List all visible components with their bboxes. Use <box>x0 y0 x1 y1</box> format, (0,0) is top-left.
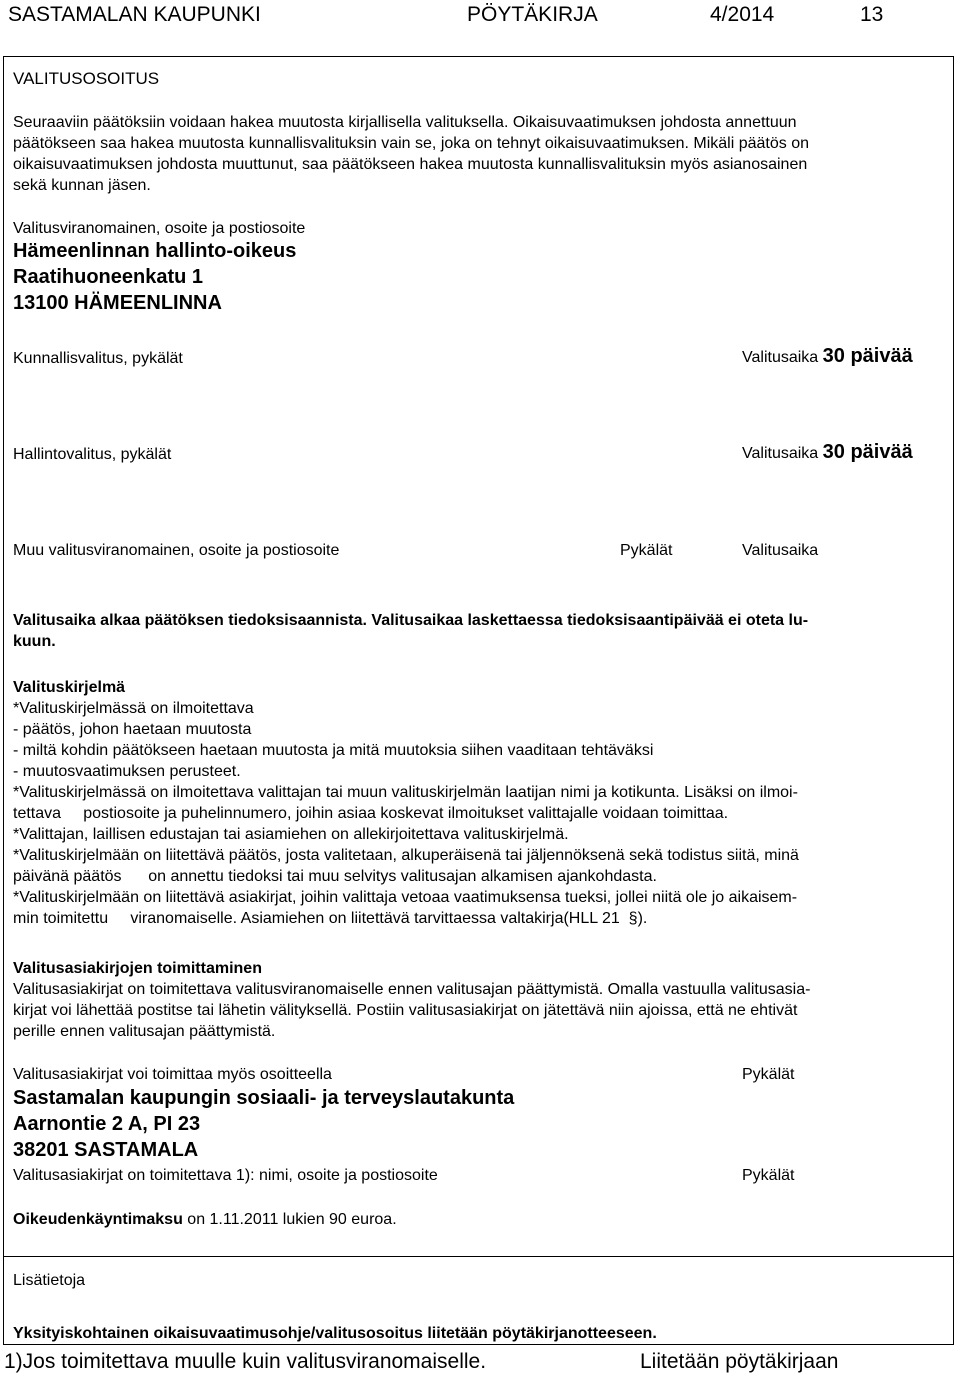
appeal-document-section <box>13 677 943 929</box>
municipal-appeal-label: Kunnallisvalitus, pykälät <box>13 350 183 367</box>
administrative-appeal-label: Hallintovalitus, pykälät <box>13 446 172 463</box>
period-start-line: kuun. <box>13 633 56 650</box>
intro-line: sekä kunnan jäsen. <box>13 177 151 194</box>
document-number: 4/2014 <box>710 3 775 26</box>
info-title: Lisätietoja <box>13 1272 86 1289</box>
appeal-document-line: *Valittajan, laillisen edustajan tai asiamiehen on allekirjoitettava valituskirjelmä. <box>13 826 569 843</box>
court-fee <box>13 1209 397 1230</box>
intro-line: päätökseen saa hakea muutosta kunnallisvalituksin vain se, joka on tehnyt oikaisuvaatimuksen. Mikäli päätös on <box>13 135 810 152</box>
period-start-line: Valitusaika alkaa päätöksen tiedoksisaannista. Valitusaikaa laskettaessa tiedoksisaantipäivää ei oteta lu- <box>13 612 809 629</box>
appeal-document-line: *Valituskirjelmään on liitettävä päätös, josta valitetaan, alkuperäisenä tai jäljennöksenä sekä todistus siitä, minä <box>13 847 799 864</box>
administrative-appeal-period <box>742 441 913 464</box>
org-name: SASTAMALAN KAUPUNKI <box>8 3 261 26</box>
appeal-document-title: Valituskirjelmä <box>13 679 126 696</box>
appeal-document-line: *Valituskirjelmään on liitettävä asiakirjat, joihin valittaja vetoaa vaatimuksensa tueksi, jollei niitä ole jo aikaisem- <box>13 889 798 906</box>
delivery-title: Valitusasiakirjojen toimittaminen <box>13 960 262 977</box>
authority-city: 13100 HÄMEENLINNA <box>13 292 222 314</box>
alt-address-label: Valitusasiakirjat voi toimittaa myös osoitteella <box>13 1066 332 1083</box>
alt-recipient-name: Sastamalan kaupungin sosiaali- ja terveyslautakunta <box>13 1087 515 1109</box>
appeal-document-line: min toimitettu viranomaiselle. Asiamiehen on liitettävä tarvittaessa valtakirja(HLL 21 §). <box>13 910 648 927</box>
court-fee-label: Oikeudenkäyntimaksu <box>13 1211 183 1228</box>
authority-label: Valitusviranomainen, osoite ja postiosoite <box>13 220 306 237</box>
footer-note: 1)Jos toimitettava muulle kuin valitusviranomaiselle. <box>4 1350 487 1373</box>
document-type: PÖYTÄKIRJA <box>467 3 598 26</box>
period-value: 30 päivää <box>822 441 913 463</box>
appeal-document-line: päivänä päätös on annettu tiedoksi tai muu selvitys valitusajan alkamisen ajankohdasta. <box>13 868 657 885</box>
alt-recipient-city: 38201 SASTAMALA <box>13 1139 199 1161</box>
footer-attach: Liitetään pöytäkirjaan <box>640 1350 839 1373</box>
period-label: Valitusaika <box>742 445 819 462</box>
appeal-document-line: - miltä kohdin päätökseen haetaan muutosta ja mitä muutoksia siihen vaaditaan tehtäväksi <box>13 742 654 759</box>
appeal-document-line: *Valituskirjelmässä on ilmoitettava <box>13 700 254 717</box>
alt-recipient-street: Aarnontie 2 A, PI 23 <box>13 1113 201 1135</box>
delivery-line: perille ennen valitusajan päättymistä. <box>13 1023 276 1040</box>
page-header <box>0 0 960 34</box>
other-authority-label: Muu valitusviranomainen, osoite ja postiosoite <box>13 542 340 559</box>
appeal-document-line: - päätös, johon haetaan muutosta <box>13 721 252 738</box>
delivery-section <box>13 958 943 1042</box>
info-detail: Yksityiskohtainen oikaisuvaatimusohje/valitusosoitus liitetään pöytäkirjanotteeseen. <box>13 1325 657 1342</box>
appeal-document-line: *Valituskirjelmässä on ilmoitettava valittajan tai muun valituskirjelmän laatijan nimi ja kotikunta. Lisäksi on ilmoi- <box>13 784 798 801</box>
alt-note-sections-label: Pykälät <box>742 1167 795 1184</box>
appeal-document-line: tettava postiosoite ja puhelinnumero, joihin asiaa koskevat ilmoitukset valittajalle voidaan toimittaa. <box>13 805 729 822</box>
authority-name: Hämeenlinnan hallinto-oikeus <box>13 240 297 262</box>
period-value: 30 päivää <box>822 345 913 367</box>
delivery-line: Valitusasiakirjat on toimitettava valitusviranomaiselle ennen valitusajan päättymistä. Omalla vastuulla valitusasia- <box>13 981 811 998</box>
delivery-line: kirjat voi lähettää postitse tai lähetin välityksellä. Postiin valitusasiakirjat on jätettävä niin ajoissa, että ne ehtivät <box>13 1002 798 1019</box>
appeal-document-line: - muutosvaatimuksen perusteet. <box>13 763 241 780</box>
alt-sections-label: Pykälät <box>742 1066 795 1083</box>
municipal-appeal-period <box>742 345 913 368</box>
page-number: 13 <box>860 3 884 26</box>
intro-line: oikaisuvaatimuksen johdosta muuttunut, saa päätökseen hakea muutosta kunnallisvalituksin myös asianosainen <box>13 156 808 173</box>
period-label: Valitusaika <box>742 349 819 366</box>
intro-line: Seuraaviin päätöksiin voidaan hakea muutosta kirjallisella valituksella. Oikaisuvaatimuksen johdosta annettuun <box>13 114 797 131</box>
authority-street: Raatihuoneenkatu 1 <box>13 266 204 288</box>
court-fee-text: on 1.11.2011 lukien 90 euroa. <box>182 1211 397 1228</box>
notice-title: VALITUSOSOITUS <box>13 69 160 88</box>
intro-paragraph <box>13 112 943 196</box>
other-sections-label: Pykälät <box>620 542 673 559</box>
other-period-label: Valitusaika <box>742 542 819 559</box>
alt-delivery-note: Valitusasiakirjat on toimitettava 1): nimi, osoite ja postiosoite <box>13 1167 438 1184</box>
period-start-note <box>13 610 943 652</box>
